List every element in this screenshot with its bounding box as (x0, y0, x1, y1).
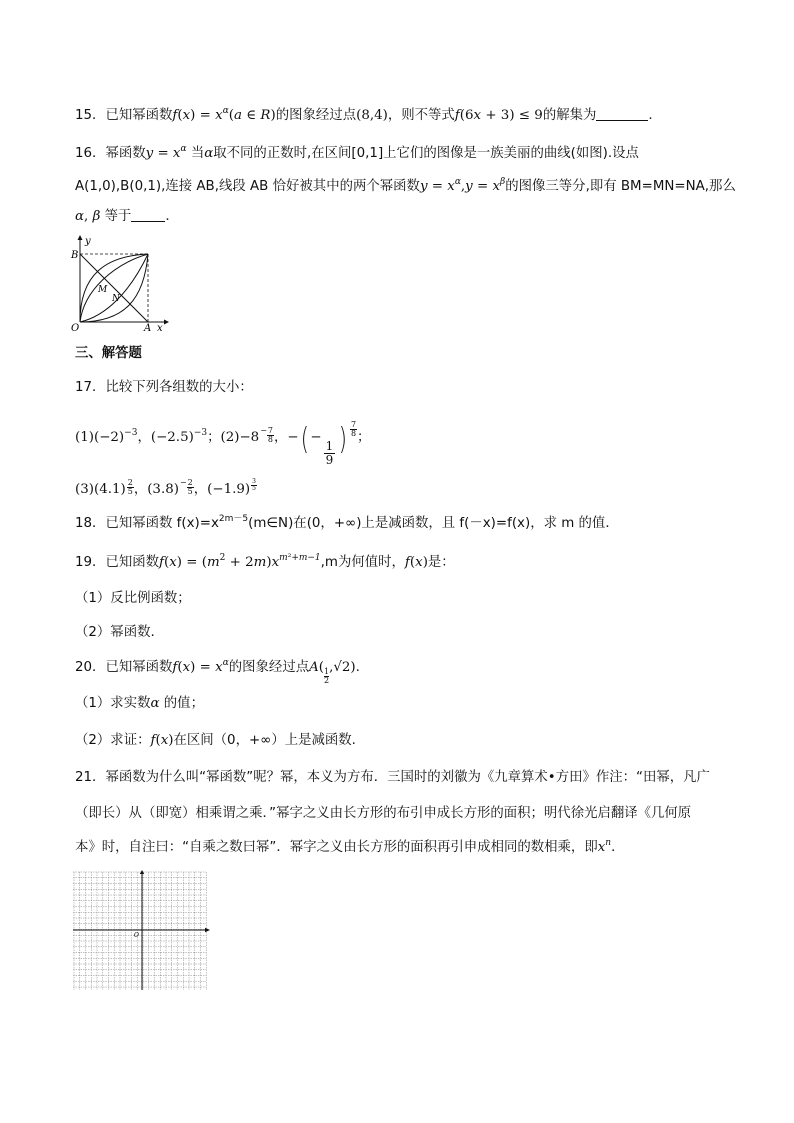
question-17-part-1-2: $(1)(-2)^{-3}$，$(-2.5)^{-3}$；(2)−8 − $\frac{7}{8}$ ，−( − $\frac{1}{9}$ ) $\frac{7}{8}$ ； (75, 420, 371, 467)
grid-origin-label: O (134, 932, 139, 939)
answer-blank (596, 106, 648, 121)
question-number: 21． (75, 770, 106, 785)
question-16-line-1: 16．幂函数$y = x^\alpha$ 当α取不同的正数时,在区间[0,1]上它们的图像是一族美丽的曲线(如图).设点 (75, 144, 639, 161)
question-21-line-3: 本》时，自注曰：“自乘之数曰幂”．幂字之义由长方形的面积再引申成相同的数相乘，即$x^n$． (75, 838, 625, 855)
figure-label-y: y (85, 236, 91, 247)
question-20: 20．已知幂函数$f(x) = x^\alpha$的图象经过点A( $\frac{1}{2}$ ,√2). (75, 658, 360, 685)
figure-label-M: M (98, 285, 108, 295)
question-21-line-1: 21．幂函数为什么叫“幂函数”呢？幂，本义为方布．三国时的刘徽为《九章算术•方田》作注：“田幂，凡广 (75, 770, 710, 785)
figure-label-B: B (71, 250, 79, 261)
coordinate-grid-figure (73, 870, 211, 990)
question-16-line-3: α, β 等于 . (75, 209, 170, 224)
question-19-part-2: （2）幂函数. (75, 625, 155, 640)
question-number: 16． (75, 146, 106, 161)
question-15: 15．已知幂函数$f(x) = x^\alpha(a$ ∈ R)的图象经过点(8,4)，则不等式f(6x + 3) ≤ 9的解集为 . (75, 106, 653, 123)
question-number: 19． (75, 555, 106, 570)
answer-blank (131, 207, 165, 222)
power-function-curves-figure (66, 234, 170, 334)
question-17-part-3: (3)(4.1) $\frac{2}{5}$ ，(3.8) − $\frac{2}{5}$ ，(−1.9) $\frac{3}{5}$ (75, 478, 256, 497)
question-20-part-1: （1）求实数α 的值； (75, 696, 204, 711)
question-19: 19．已知函数$f(x) = (m^2 + 2m)x^{m^2+m-1},m$为何值时，f(x)是： (75, 553, 455, 570)
figure-label-N: N (112, 294, 120, 304)
question-17: 17．比较下列各组数的大小： (75, 380, 253, 395)
question-21-line-2: （即长）从（即宽）相乘谓之乘．”幂字之义由长方形的布引申成长方形的面积；明代徐光启翻译《几何原 (75, 806, 692, 821)
question-20-part-2: （2）求证：f(x)在区间（0，+∞）上是减函数. (75, 733, 356, 748)
question-number: 15． (75, 108, 106, 123)
section-title: 三、解答题 (75, 346, 142, 361)
figure-label-x: x (157, 323, 163, 334)
question-number: 17． (75, 380, 106, 395)
question-19-part-1: （1）反比例函数； (75, 591, 191, 606)
question-number: 18． (75, 516, 106, 531)
question-number: 20． (75, 660, 106, 675)
question-18: 18．已知幂函数 $f(x)=x^{2m-5}(m\in N)$在(0，+∞)上是减函数，且 f(－x)=f(x)，求 m 的值． (75, 514, 619, 531)
question-16-line-2: A(1,0),B(0,1),连接 AB,线段 AB 恰好被其中的两个幂函数$y = x^\alpha,y = x^\beta$的图像三等分,即有 BM=MN=NA,那么 (75, 177, 736, 194)
figure-label-A: A (144, 323, 152, 334)
figure-label-O: O (71, 323, 80, 334)
